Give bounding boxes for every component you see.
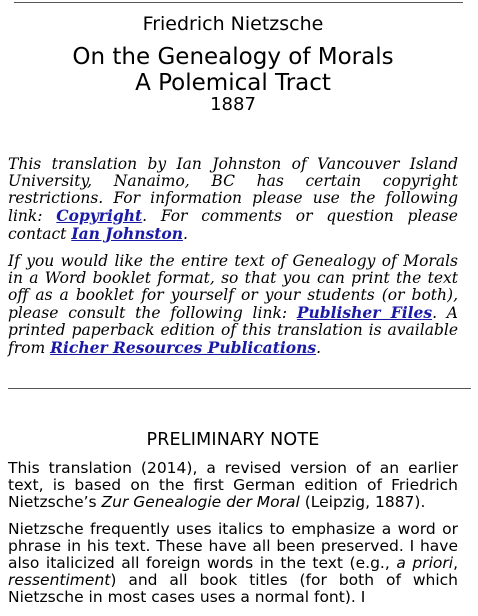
copyright-link[interactable]: Copyright	[56, 206, 143, 225]
notice-text: If you would like the entire text of Genealogy of Morals in a Word booklet format, so that you can print the text off as a booklet for yourself or your students (or both), please consult the following link:	[8, 252, 458, 322]
preliminary-note-heading: PRELIMINARY NOTE	[146, 430, 320, 450]
notice-text: . For comments or question please contact	[8, 207, 458, 243]
section-divider	[8, 388, 471, 389]
notice-text: . A printed paperback edition of this translation is available from	[8, 304, 458, 357]
copyright-notice	[8, 156, 458, 367]
title-line-2: A Polemical Tract	[135, 70, 331, 96]
notice-paragraph-1	[8, 156, 458, 243]
book-title-italic: Zur Genealogie der Moral	[101, 493, 300, 511]
preliminary-paragraph-2	[8, 521, 458, 606]
title-line-1: On the Genealogy of Morals	[72, 44, 394, 70]
body-text: ,	[453, 554, 458, 572]
publication-year: 1887	[210, 94, 256, 115]
foreign-word-italic: a priori	[396, 554, 454, 572]
notice-text: .	[316, 339, 322, 357]
author-name: Friedrich Nietzsche	[142, 13, 324, 35]
contact-link[interactable]: Ian Johnston	[71, 224, 183, 243]
book-title	[8, 44, 458, 96]
richer-resources-link[interactable]: Richer Resources Publications	[50, 338, 317, 357]
body-text: Nietzsche frequently uses italics to emphasize a word or phrase in his text. These have all been preserved. I have also italicized all foreign words in the text (e.g.,	[8, 520, 458, 572]
foreign-word-italic: ressentiment	[8, 571, 111, 589]
preliminary-note-body	[8, 460, 458, 616]
preliminary-paragraph-1	[8, 460, 458, 511]
notice-text: This translation by Ian Johnston of Vancouver Island University, Nanaimo, BC has certain copyright restrictions. For information please use the following link:	[8, 155, 458, 225]
body-text: ) and all book titles (for both of which Nietzsche in most cases uses a normal font). I	[8, 571, 458, 606]
top-rule	[14, 2, 463, 3]
notice-text: .	[182, 225, 188, 243]
body-text: This translation (2014), a revised version of an earlier text, is based on the first German edition of Friedrich Nietzsche’s	[8, 459, 458, 511]
notice-paragraph-2	[8, 253, 458, 357]
body-text: (Leipzig, 1887).	[299, 493, 426, 511]
publisher-files-link[interactable]: Publisher Files	[296, 303, 433, 322]
